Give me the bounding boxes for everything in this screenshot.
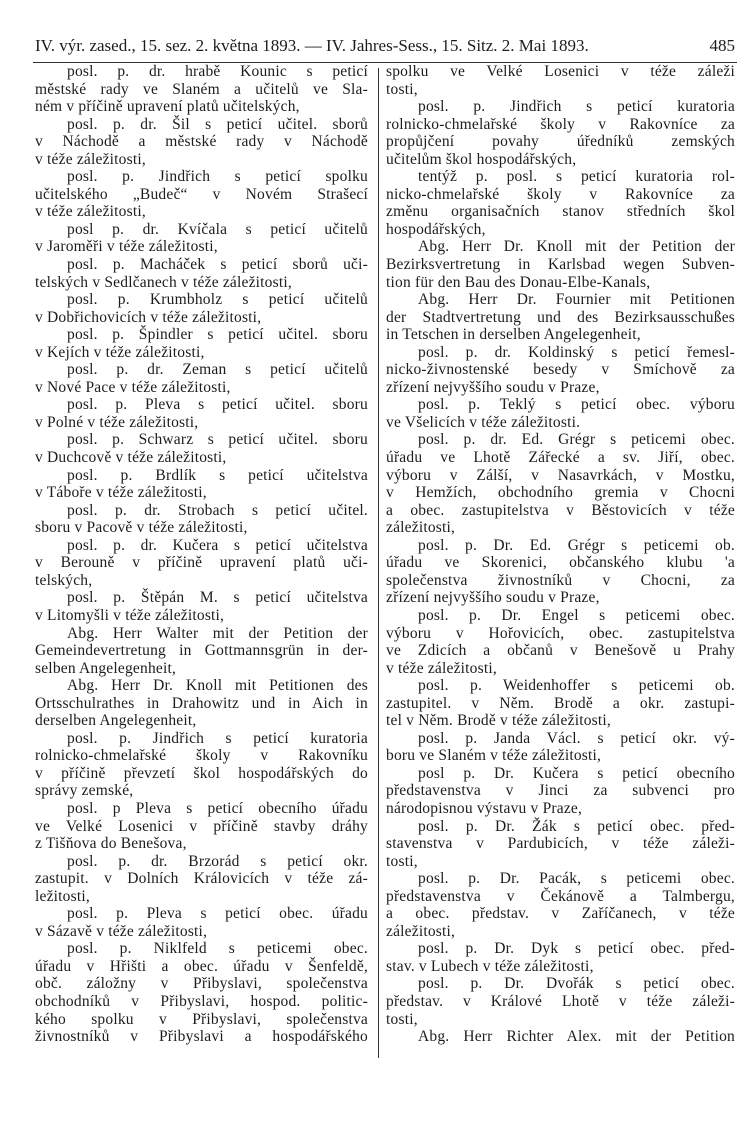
- page-number: 485: [709, 36, 735, 55]
- petition-entry: [35, 467, 368, 502]
- text-line: správy zemské,: [35, 782, 134, 800]
- petition-entry: [35, 940, 368, 1045]
- text-line: rolnicko-chmelařské školy v Rakovníce za: [386, 115, 735, 133]
- text-line: představenstva v Jinci za subvenci pro: [386, 782, 735, 800]
- petition-entry: [35, 730, 368, 800]
- text-line: posl. p. dr. Kučera s peticí učitelstva: [67, 536, 368, 554]
- petition-entry: [386, 975, 735, 1028]
- text-line: sboru v Pacově v téže záležitosti,: [35, 519, 248, 537]
- text-line: posl. p. Pleva s peticí učitel. sboru: [67, 396, 368, 414]
- text-line: zřízení nejvyššího soudu v Praze,: [386, 378, 600, 396]
- text-line: posl. p. dr. Šil s peticí učitel. sborů: [67, 115, 368, 133]
- text-line: obchodníků v Přibyslavi, hospod. politic-: [35, 992, 368, 1010]
- text-line: nicko-chmelařské školy v Rakovníce za: [386, 185, 735, 203]
- text-line: tion für den Bau des Donau-Elbe-Kanals,: [386, 273, 651, 291]
- text-line: z Tišňova do Benešova,: [35, 835, 187, 853]
- petition-entry: [35, 431, 368, 466]
- right-column: [386, 63, 735, 1046]
- text-line: ve Velké Losenici v příčině stavby dráhy: [35, 817, 368, 835]
- text-line: v příčině převzetí škol hospodářských do: [35, 764, 368, 782]
- text-line: posl. p. Pleva s peticí obec. úřadu: [67, 905, 368, 923]
- text-line: v Sázavě v téže záležitosti,: [35, 922, 208, 940]
- text-line: posl. p. Špindler s peticí učitel. sboru: [67, 326, 368, 344]
- text-line: posl. p. Dr. Žák s peticí obec. před-: [418, 817, 735, 835]
- text-line: záležitosti,: [386, 519, 456, 537]
- text-line: úřadu v Hřišti a obec. úřadu v Šenfeldě,: [35, 957, 368, 975]
- text-line: tosti,: [386, 1010, 418, 1028]
- text-line: Abg. Herr Dr. Knoll mit der Petition der: [418, 238, 735, 256]
- text-line: der Stadtvertretung und des Bezirksausschußes: [386, 308, 735, 326]
- header-title: IV. výr. zased., 15. sez. 2. května 1893. — IV. Jahres-Sess., 15. Sitz. 2. Mai 1893.: [35, 36, 589, 55]
- text-line: a obec. představ. v Zaříčanech, v téže: [386, 905, 735, 923]
- text-line: posl. p. Krumbholz s peticí učitelů: [67, 291, 368, 309]
- text-line: společenstva živnostníků v Chocni, za: [386, 571, 735, 589]
- text-line: posl. p. Jindřich s peticí kuratoria: [67, 729, 368, 747]
- petition-entry: [386, 344, 735, 397]
- petition-entry: [386, 677, 735, 730]
- text-line: v Litomyšli v téže záležitosti,: [35, 606, 225, 624]
- text-line: v Kejích v téže záležitosti,: [35, 343, 205, 361]
- text-line: zastupit. v Dolních Královicích v téže zá-: [35, 870, 368, 888]
- text-line: posl. p. Weidenhoffer s peticemi ob.: [418, 677, 735, 695]
- petition-entry: [35, 537, 368, 590]
- petition-entry: [386, 63, 735, 98]
- text-line: představ. v Králové Lhotě v téže záleži-: [386, 992, 735, 1010]
- text-line: posl. p. Brdlík s peticí učitelstva: [67, 466, 368, 484]
- text-line: ve Zdicích a občanů v Benešově u Prahy: [386, 642, 735, 660]
- text-line: v téže záležitosti,: [35, 203, 146, 221]
- petition-entry: [35, 800, 368, 853]
- text-line: Bezirksvertretung in Karlsbad wegen Subven-: [386, 256, 735, 274]
- text-line: posl. p. dr. Strobach s peticí učitel.: [67, 501, 368, 519]
- text-line: úřadu ve Lhotě Zářecké a sv. Jiří, obec.: [386, 449, 735, 467]
- petition-entry: [35, 396, 368, 431]
- column-divider: [378, 68, 379, 1058]
- text-line: tosti,: [386, 852, 418, 870]
- text-line: v téže záležitosti,: [35, 150, 146, 168]
- petition-entry: [386, 98, 735, 168]
- text-line: posl. p. Štěpán M. s peticí učitelstva: [67, 589, 368, 607]
- text-line: Abg. Herr Dr. Knoll mit Petitionen des: [67, 677, 368, 695]
- text-line: posl. p. Teklý s peticí obec. výboru: [418, 396, 735, 414]
- text-line: Abg. Herr Dr. Fournier mit Petitionen: [418, 291, 735, 309]
- text-line: posl. p Pleva s peticí obecního úřadu: [67, 799, 368, 817]
- petition-entry: [35, 361, 368, 396]
- text-line: boru ve Slaném v téže záležitosti,: [386, 747, 602, 765]
- petition-entry: [386, 537, 735, 607]
- text-line: selben Angelegenheit,: [35, 659, 177, 677]
- text-line: derselben Angelegenheit,: [35, 712, 197, 730]
- text-line: posl. p. dr. Zeman s peticí učitelů: [67, 361, 368, 379]
- text-line: v Duchcově v téže záležitosti,: [35, 449, 227, 467]
- text-line: posl p. Dr. Kučera s peticí obecního: [418, 764, 735, 782]
- text-line: městské rady ve Slaném a učitelů ve Sla-: [35, 80, 368, 98]
- petition-entry: [386, 1028, 735, 1046]
- petition-entry: [386, 168, 735, 238]
- petition-entry: [35, 853, 368, 906]
- text-line: posl. p. Janda Václ. s peticí okr. vý-: [418, 729, 735, 747]
- text-line: v Berouně v příčině upravení platů uči-: [35, 554, 368, 572]
- petition-entry: [35, 168, 368, 221]
- text-line: posl. p. dr. hrabě Kounic s peticí: [67, 63, 368, 80]
- petition-entry: [35, 116, 368, 169]
- text-line: posl. p. Dr. Dvořák s peticí obec.: [418, 975, 735, 993]
- text-line: zastupitel. v Něm. Brodě a okr. zastupi-: [386, 694, 735, 712]
- text-line: posl. p. Niklfeld s peticemi obec.: [67, 940, 368, 958]
- text-line: spolku ve Velké Losenici v téže záleži: [386, 63, 735, 80]
- text-line: telských,: [35, 571, 93, 589]
- text-line: tosti,: [386, 80, 418, 98]
- text-line: telských v Sedlčanech v téže záležitosti,: [35, 273, 292, 291]
- petition-entry: [386, 818, 735, 871]
- text-line: Abg. Herr Walter mit der Petition der: [67, 624, 368, 642]
- text-line: živnostníků v Přibyslavi a hospodářského: [35, 1028, 368, 1046]
- text-line: ve Všelicích v téže záležitosti.: [386, 413, 581, 431]
- text-line: úřadu ve Skorenici, občanského klubu 'a: [386, 554, 735, 572]
- text-line: posl. p. Schwarz s peticí učitel. sboru: [67, 431, 368, 449]
- text-line: v Polné v téže záležitosti,: [35, 413, 199, 431]
- text-line: stavenstva v Pardubicích, v téže záleži-: [386, 835, 735, 853]
- text-line: výboru v Hořovicích, obec. zastupitelstva: [386, 624, 735, 642]
- petition-entry: [35, 677, 368, 730]
- text-line: učitelského „Budeč“ v Novém Strašecí: [35, 185, 368, 203]
- text-line: propůjčení povahy úředníků zemských: [386, 133, 735, 151]
- petition-entry: [35, 589, 368, 624]
- text-line: Ortsschulrathes in Drahowitz und in Aich in: [35, 694, 368, 712]
- petition-entry: [35, 502, 368, 537]
- text-line: v Náchodě a městské rady v Náchodě: [35, 133, 368, 151]
- petition-entry: [386, 431, 735, 536]
- text-line: a obec. zastupitelstva v Běstovicích v téže: [386, 501, 735, 519]
- text-line: ném v příčině upravení platů učitelských,: [35, 98, 300, 116]
- text-line: tel v Něm. Brodě v téže záležitosti,: [386, 712, 611, 730]
- petition-entry: [35, 256, 368, 291]
- text-line: nicko-živnostenské besedy v Smíchově za: [386, 361, 735, 379]
- petition-entry: [386, 730, 735, 765]
- text-line: posl. p. Dr. Engel s peticemi obec.: [418, 606, 735, 624]
- petition-entry: [386, 607, 735, 677]
- text-line: v Jaroměři v téže záležitosti,: [35, 238, 218, 256]
- text-line: učitelům škol hospodářských,: [386, 150, 577, 168]
- petition-entry: [386, 238, 735, 291]
- text-line: rolnicko-chmelařské školy v Rakovníku: [35, 747, 368, 765]
- text-line: posl. p. dr. Ed. Grégr s peticemi obec.: [418, 431, 735, 449]
- text-line: in Tetschen in derselben Angelegenheit,: [386, 326, 641, 344]
- petition-entry: [35, 63, 368, 116]
- text-line: posl. p. Dr. Pacák, s peticemi obec.: [418, 870, 735, 888]
- petition-entry: [35, 326, 368, 361]
- petition-entry: [35, 905, 368, 940]
- text-line: v téže záležitosti,: [386, 659, 497, 677]
- text-line: v Táboře v téže záležitosti,: [35, 484, 207, 502]
- text-line: Abg. Herr Richter Alex. mit der Petition: [418, 1028, 735, 1046]
- petition-entry: [386, 940, 735, 975]
- text-line: obč. záložny v Přibyslavi, společenstva: [35, 975, 368, 993]
- left-column: [35, 63, 368, 1046]
- text-line: zřízení nejvyššího soudu v Praze,: [386, 589, 600, 607]
- petition-entry: [386, 396, 735, 431]
- text-line: v Hemžích, obchodního gremia v Chocni: [386, 484, 735, 502]
- text-line: posl. p. dr. Brzorád s peticí okr.: [67, 852, 368, 870]
- petition-entry: [35, 625, 368, 678]
- text-line: představenstva v Čekánově a Talmbergu,: [386, 887, 735, 905]
- text-line: stav. v Lubech v téže záležitosti,: [386, 957, 594, 975]
- text-line: Gemeindevertretung in Gottmannsgrün in der-: [35, 642, 368, 660]
- petition-entry: [386, 291, 735, 344]
- text-line: záležitosti,: [386, 922, 456, 940]
- text-line: posl p. dr. Kvíčala s peticí učitelů: [67, 220, 368, 238]
- petition-entry: [35, 221, 368, 256]
- text-line: posl. p. Dr. Dyk s peticí obec. před-: [418, 940, 735, 958]
- text-line: tentýž p. posl. s peticí kuratoria rol-: [418, 168, 735, 186]
- text-line: posl. p. Macháček s peticí sborů uči-: [67, 256, 368, 274]
- text-line: posl. p. Jindřich s peticí kuratoria: [418, 98, 735, 116]
- petition-entry: [386, 870, 735, 940]
- text-line: v Dobřichovicích v téže záležitosti,: [35, 308, 262, 326]
- text-line: posl. p. Dr. Ed. Grégr s peticemi ob.: [418, 536, 735, 554]
- text-line: v Nové Pace v téže záležitosti,: [35, 378, 231, 396]
- petition-entry: [35, 291, 368, 326]
- text-line: posl. p. dr. Koldinský s peticí řemesl-: [418, 343, 735, 361]
- text-line: kého spolku v Přibyslavi, společenstva: [35, 1010, 368, 1028]
- text-line: změnu organisačních stanov středních škol: [386, 203, 735, 221]
- text-line: výboru v Zálší, v Nasavrkách, v Mostku,: [386, 466, 735, 484]
- running-header: [35, 36, 735, 58]
- text-line: ležitosti,: [35, 887, 90, 905]
- text-line: národopisnou výstavu v Praze,: [386, 799, 583, 817]
- petition-entry: [386, 765, 735, 818]
- text-line: hospodářských,: [386, 220, 486, 238]
- text-line: posl. p. Jindřich s peticí spolku: [67, 168, 368, 186]
